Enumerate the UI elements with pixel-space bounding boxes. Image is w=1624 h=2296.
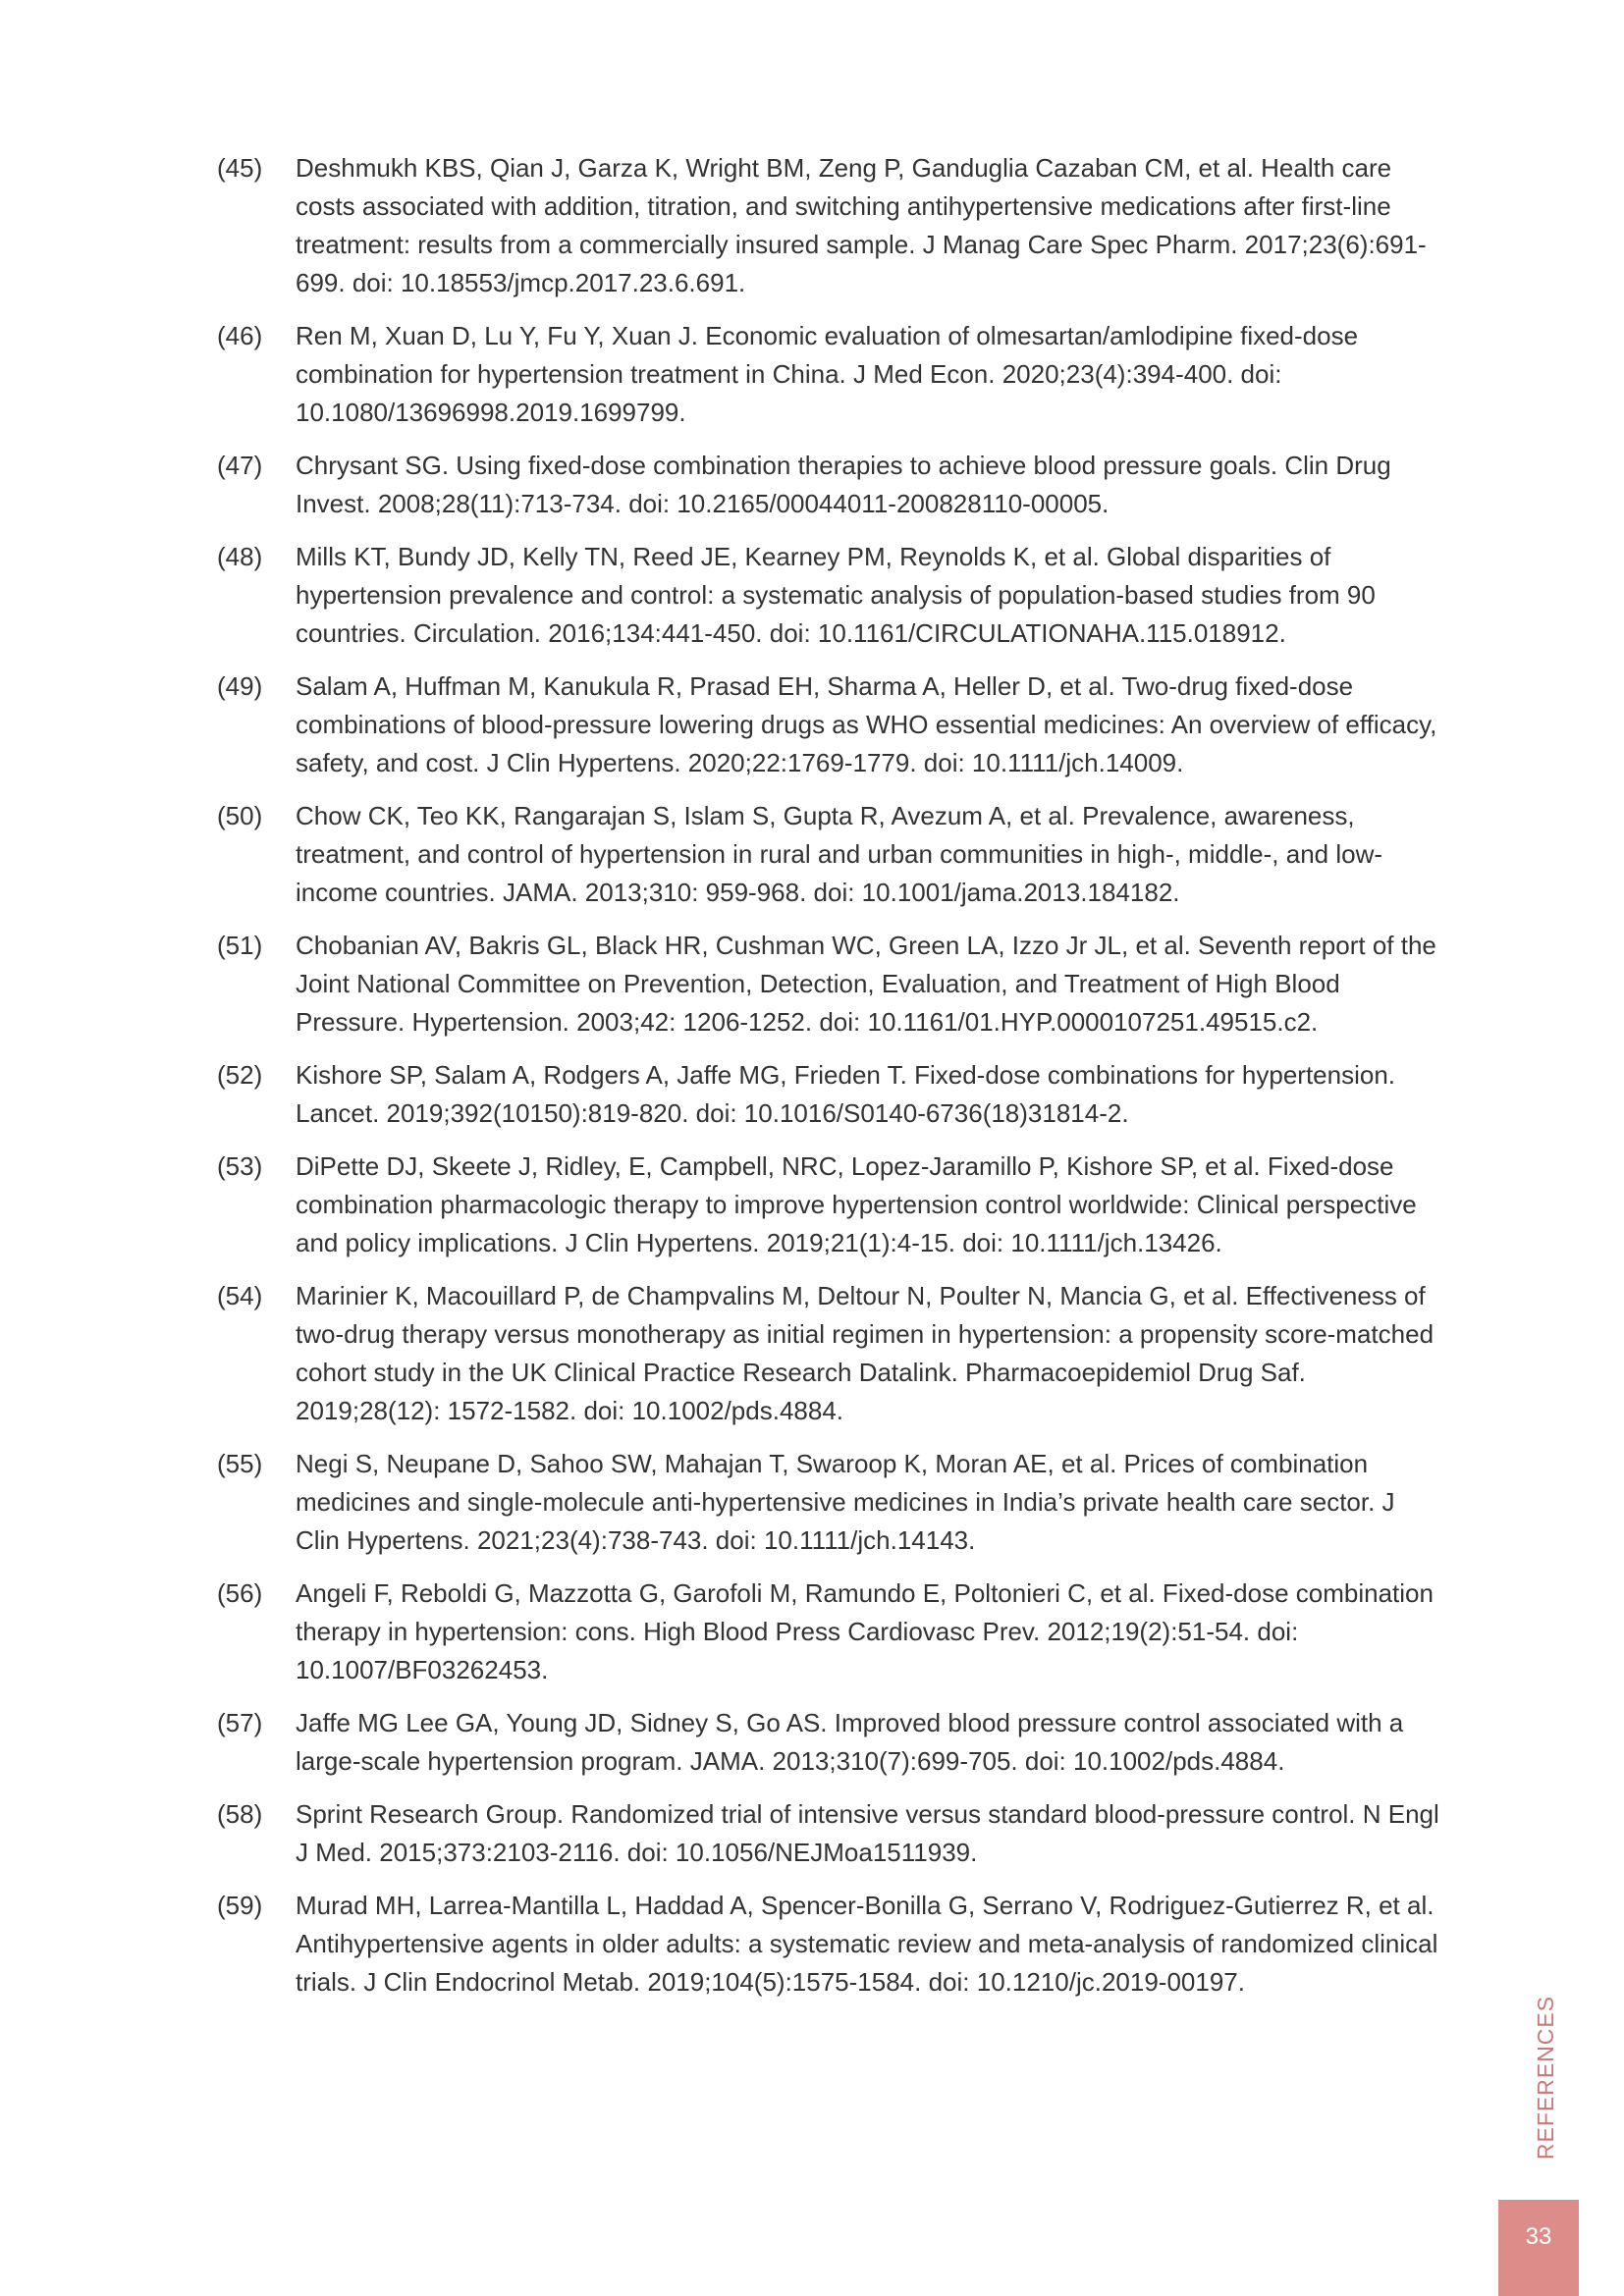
reference-item: [217, 149, 1444, 302]
reference-item: [217, 667, 1444, 782]
reference-text: Deshmukh KBS, Qian J, Garza K, Wright BM, Zeng P, Ganduglia Cazaban CM, et al. Health care costs associated with addition, titration, and switching antihypertensive medications after first-line treatment: results from a commercially insured sample. J Manag Care Spec Pharm. 2017;23(6):691-699. doi: 10.18553/jmcp.2017.23.6.691.: [296, 153, 1427, 297]
reference-text: Chow CK, Teo KK, Rangarajan S, Islam S, Gupta R, Avezum A, et al. Prevalence, awareness, treatment, and control of hypertension in rural and urban communities in high-, middle-, and low-income countries. JAMA. 2013;310: 959-968. doi: 10.1001/jama.2013.184182.: [296, 801, 1383, 907]
reference-number: (53): [217, 1151, 263, 1181]
reference-number: (55): [217, 1449, 263, 1478]
reference-item: [217, 1704, 1444, 1781]
reference-number: (57): [217, 1708, 263, 1737]
reference-item: [217, 317, 1444, 432]
reference-item: [217, 1795, 1444, 1872]
reference-item: [217, 1148, 1444, 1262]
reference-text: Marinier K, Macouillard P, de Champvalins M, Deltour N, Poulter N, Mancia G, et al. Effectiveness of two-drug therapy versus monotherapy as initial regimen in hypertension: a propensity score-matched cohort study in the UK Clinical Practice Research Datalink. Pharmacoepidemiol Drug Saf. 2019;28(12): 1572-1582. doi: 10.1002/pds.4884.: [296, 1281, 1435, 1425]
reference-text: Murad MH, Larrea-Mantilla L, Haddad A, Spencer-Bonilla G, Serrano V, Rodriguez-Gutierrez R, et al. Antihypertensive agents in older adults: a systematic review and meta-analysis of randomized clinical trials. J Clin Endocrinol Metab. 2019;104(5):1575-1584. doi: 10.1210/jc.2019-00197.: [296, 1891, 1438, 1997]
reference-item: [217, 797, 1444, 912]
reference-item: [217, 1887, 1444, 2002]
section-label: [1530, 1995, 1563, 2160]
reference-text: Negi S, Neupane D, Sahoo SW, Mahajan T, Swaroop K, Moran AE, et al. Prices of combination medicines and single-molecule anti-hypertensive medicines in India’s private health care sector. J Clin Hypertens. 2021;23(4):738-743. doi: 10.1111/jch.14143.: [296, 1449, 1395, 1555]
reference-item: [217, 1445, 1444, 1560]
reference-text: Mills KT, Bundy JD, Kelly TN, Reed JE, Kearney PM, Reynolds K, et al. Global disparities of hypertension prevalence and control: a systematic analysis of population-based studies from 90 countries. Circulation. 2016;134:441-450. doi: 10.1161/CIRCULATIONAHA.115.018912.: [296, 542, 1376, 648]
reference-number: (52): [217, 1060, 263, 1090]
reference-number: (51): [217, 931, 263, 960]
page-number-box: [1498, 2200, 1579, 2296]
reference-number: (56): [217, 1578, 263, 1608]
reference-text: Sprint Research Group. Randomized trial of intensive versus standard blood-pressure control. N Engl J Med. 2015;373:2103-2116. doi: 10.1056/NEJMoa1511939.: [296, 1799, 1439, 1867]
reference-number: (47): [217, 451, 263, 480]
reference-text: Jaffe MG Lee GA, Young JD, Sidney S, Go AS. Improved blood pressure control associated with a large-scale hypertension program. JAMA. 2013;310(7):699-705. doi: 10.1002/pds.4884.: [296, 1708, 1404, 1776]
reference-list: [217, 149, 1444, 2016]
section-label-text: REFERENCES: [1533, 1995, 1559, 2160]
reference-item: [217, 1575, 1444, 1689]
reference-number: (50): [217, 801, 263, 830]
reference-text: Ren M, Xuan D, Lu Y, Fu Y, Xuan J. Economic evaluation of olmesartan/amlodipine fixed-dose combination for hypertension treatment in China. J Med Econ. 2020;23(4):394-400. doi: 10.1080/13696998.2019.1699799.: [296, 321, 1359, 427]
reference-item: [217, 538, 1444, 653]
reference-text: Angeli F, Reboldi G, Mazzotta G, Garofoli M, Ramundo E, Poltonieri C, et al. Fixed-dose combination therapy in hypertension: cons. High Blood Press Cardiovasc Prev. 2012;19(2):51-54. doi: 10.1007/BF03262453.: [296, 1578, 1434, 1684]
reference-text: Chrysant SG. Using fixed-dose combination therapies to achieve blood pressure goals. Clin Drug Invest. 2008;28(11):713-734. doi: 10.2165/00044011-200828110-00005.: [296, 451, 1391, 518]
page-number: 33: [1525, 2223, 1552, 2250]
reference-item: [217, 1277, 1444, 1430]
reference-item: [217, 1056, 1444, 1133]
reference-number: (45): [217, 153, 263, 183]
reference-number: (48): [217, 542, 263, 571]
reference-item: [217, 927, 1444, 1041]
reference-number: (59): [217, 1891, 263, 1920]
reference-text: Salam A, Huffman M, Kanukula R, Prasad EH, Sharma A, Heller D, et al. Two-drug fixed-dose combinations of blood-pressure lowering drugs as WHO essential medicines: An overview of efficacy, safety, and cost. J Clin Hypertens. 2020;22:1769-1779. doi: 10.1111/jch.14009.: [296, 671, 1437, 777]
reference-text: DiPette DJ, Skeete J, Ridley, E, Campbell, NRC, Lopez-Jaramillo P, Kishore SP, et al. Fixed-dose combination pharmacologic therapy to improve hypertension control worldwide: Clinical perspective and policy implications. J Clin Hypertens. 2019;21(1):4-15. doi: 10.1111/jch.13426.: [296, 1151, 1417, 1257]
reference-text: Kishore SP, Salam A, Rodgers A, Jaffe MG, Frieden T. Fixed-dose combinations for hypertension. Lancet. 2019;392(10150):819-820. doi: 10.1016/S0140-6736(18)31814-2.: [296, 1060, 1396, 1128]
reference-item: [217, 447, 1444, 523]
reference-number: (49): [217, 671, 263, 701]
reference-number: (46): [217, 321, 263, 350]
reference-number: (58): [217, 1799, 263, 1829]
reference-text: Chobanian AV, Bakris GL, Black HR, Cushman WC, Green LA, Izzo Jr JL, et al. Seventh report of the Joint National Committee on Prevention, Detection, Evaluation, and Treatment of High Blood Pressure. Hypertension. 2003;42: 1206-1252. doi: 10.1161/01.HYP.0000107251.49515.c2.: [296, 931, 1436, 1037]
reference-number: (54): [217, 1281, 263, 1310]
